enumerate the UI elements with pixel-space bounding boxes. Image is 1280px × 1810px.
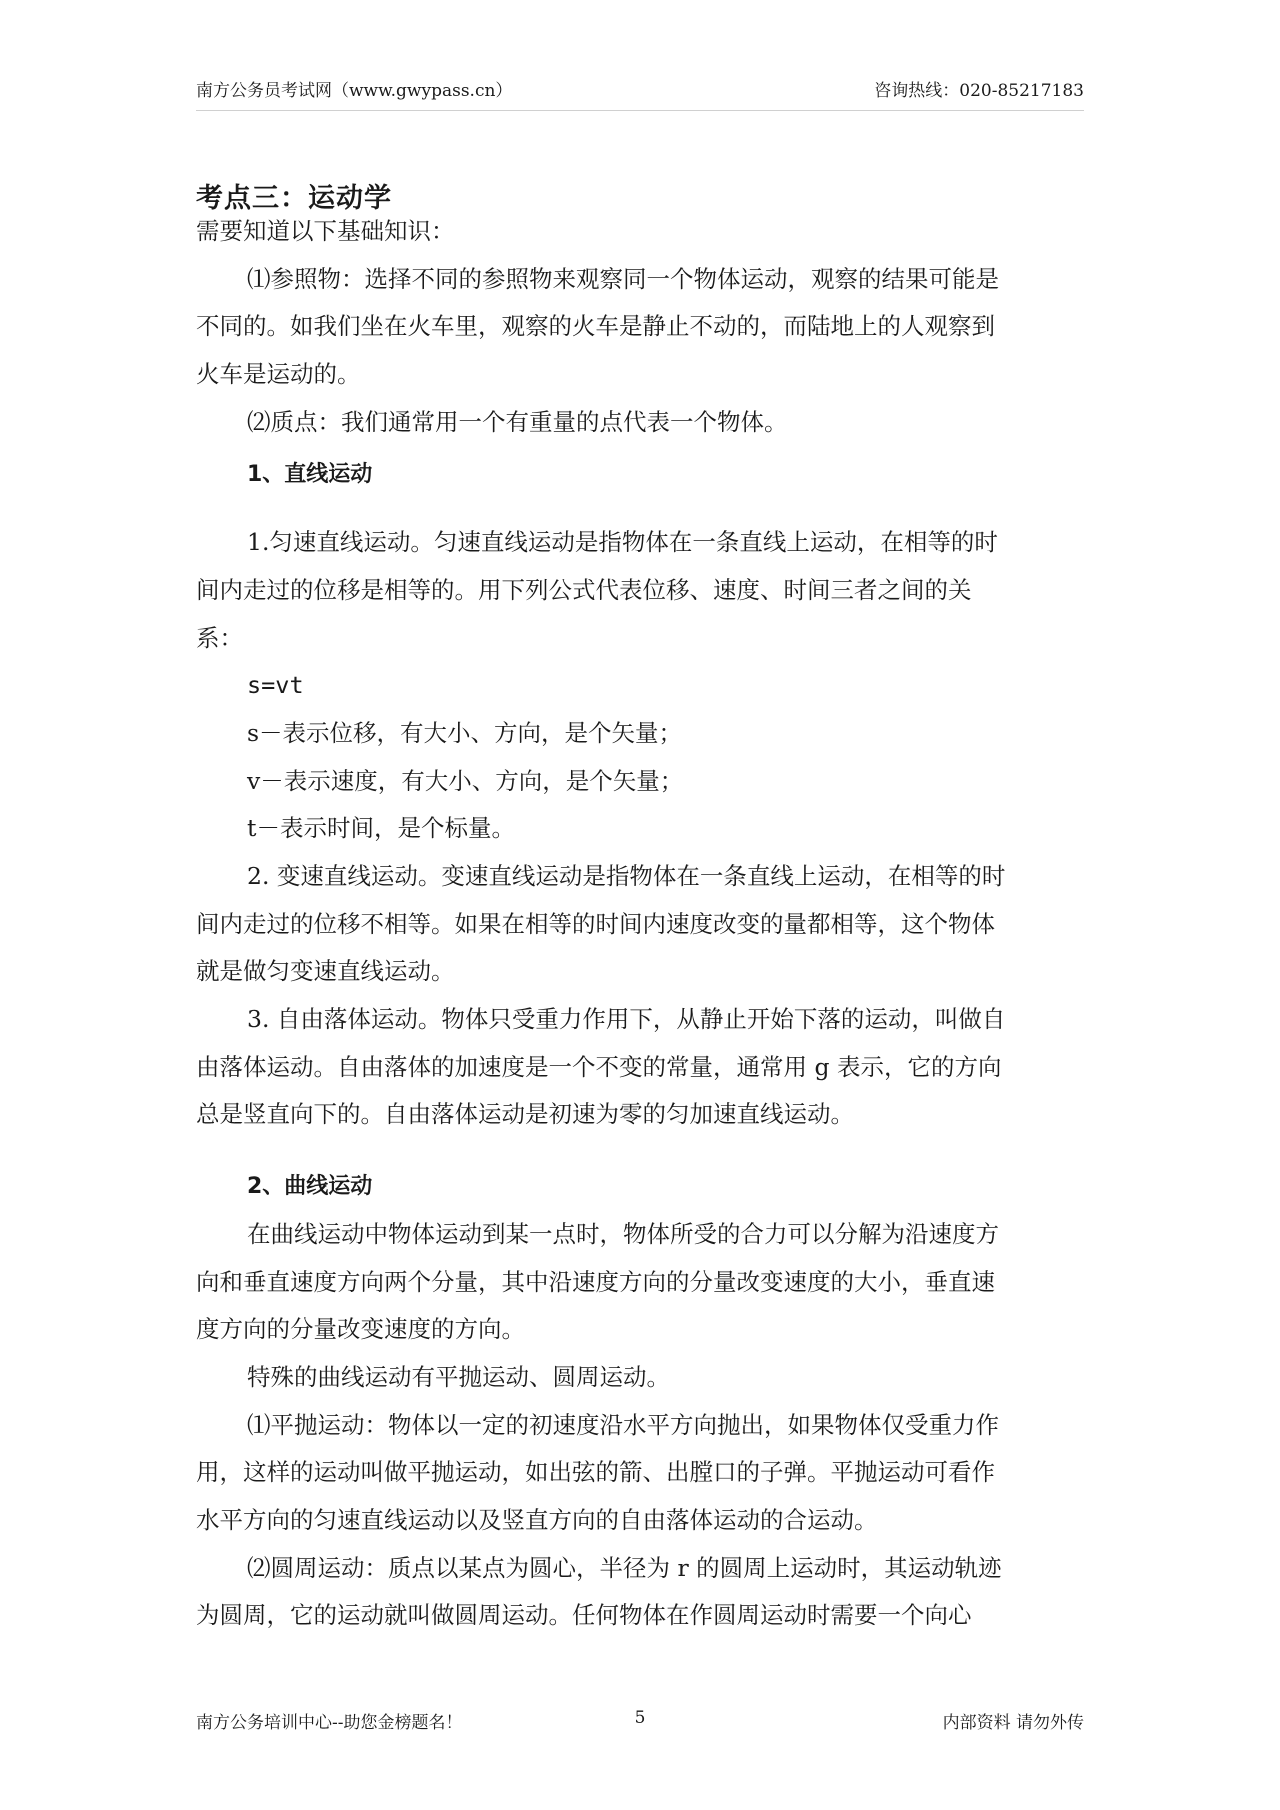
paragraph-line: 由落体运动。自由落体的加速度是一个不变的常量，通常用 g 表示，它的方向 — [196, 1053, 1002, 1081]
paragraph-line: ⑵质点：我们通常用一个有重量的点代表一个物体。 — [247, 408, 788, 436]
page-number: 5 — [634, 1708, 646, 1728]
subheading-linear-motion: 1、直线运动 — [247, 462, 373, 487]
paragraph-line: 为圆周，它的运动就叫做圆周运动。任何物体在作圆周运动时需要一个向心 — [196, 1601, 972, 1629]
footer-slogan: 南方公务培训中心--助您金榜题名！ — [196, 1713, 463, 1733]
paragraph-line: 火车是运动的。 — [196, 360, 361, 388]
header-hotline: 咨询热线：020-85217183 — [874, 81, 1084, 101]
paragraph-line: ⑴参照物：选择不同的参照物来观察同一个物体运动，观察的结果可能是 — [247, 265, 999, 293]
paragraph-line: 向和垂直速度方向两个分量，其中沿速度方向的分量改变速度的大小，垂直速 — [196, 1268, 995, 1296]
paragraph-line: ⑵圆周运动：质点以某点为圆心，半径为 r 的圆周上运动时，其运动轨迹 — [247, 1554, 1002, 1582]
paragraph-line: 系： — [196, 624, 243, 652]
paragraph-line: 在曲线运动中物体运动到某一点时，物体所受的合力可以分解为沿速度方 — [247, 1220, 999, 1248]
paragraph-line: 间内走过的位移不相等。如果在相等的时间内速度改变的量都相等，这个物体 — [196, 910, 995, 938]
paragraph-line: s－表示位移，有大小、方向，是个矢量； — [247, 719, 683, 747]
paragraph-line: 度方向的分量改变速度的方向。 — [196, 1315, 525, 1343]
paragraph-line: 用，这样的运动叫做平抛运动，如出弦的箭、出膛口的子弹。平抛运动可看作 — [196, 1458, 995, 1486]
paragraph-line: t－表示时间，是个标量。 — [247, 814, 515, 842]
formula: s=vt — [247, 671, 304, 699]
header-site-name: 南方公务员考试网（www.gwypass.cn） — [196, 81, 513, 101]
page-footer — [196, 1708, 1084, 1738]
header-divider — [196, 110, 1084, 111]
paragraph-line: 总是竖直向下的。自由落体运动是初速为零的匀加速直线运动。 — [196, 1100, 854, 1128]
paragraph-line: 3. 自由落体运动。物体只受重力作用下，从静止开始下落的运动，叫做自 — [247, 1005, 1006, 1033]
footer-notice: 内部资料 请勿外传 — [942, 1713, 1084, 1733]
paragraph-line: 需要知道以下基础知识： — [196, 217, 455, 245]
section-title: 考点三：运动学 — [196, 183, 392, 214]
paragraph-line: 特殊的曲线运动有平抛运动、圆周运动。 — [247, 1363, 670, 1391]
page-header — [196, 76, 1084, 104]
paragraph-line: 1.匀速直线运动。匀速直线运动是指物体在一条直线上运动，在相等的时 — [247, 528, 998, 556]
paragraph-line: 就是做匀变速直线运动。 — [196, 957, 455, 985]
paragraph-line: v－表示速度，有大小、方向，是个矢量； — [247, 767, 684, 795]
paragraph-line: 不同的。如我们坐在火车里，观察的火车是静止不动的，而陆地上的人观察到 — [196, 312, 995, 340]
paragraph-line: 2. 变速直线运动。变速直线运动是指物体在一条直线上运动，在相等的时 — [247, 862, 1006, 890]
paragraph-line: 间内走过的位移是相等的。用下列公式代表位移、速度、时间三者之间的关 — [196, 576, 972, 604]
paragraph-line: ⑴平抛运动：物体以一定的初速度沿水平方向抛出，如果物体仅受重力作 — [247, 1411, 999, 1439]
subheading-curvilinear-motion: 2、曲线运动 — [247, 1174, 373, 1199]
paragraph-line: 水平方向的匀速直线运动以及竖直方向的自由落体运动的合运动。 — [196, 1506, 878, 1534]
